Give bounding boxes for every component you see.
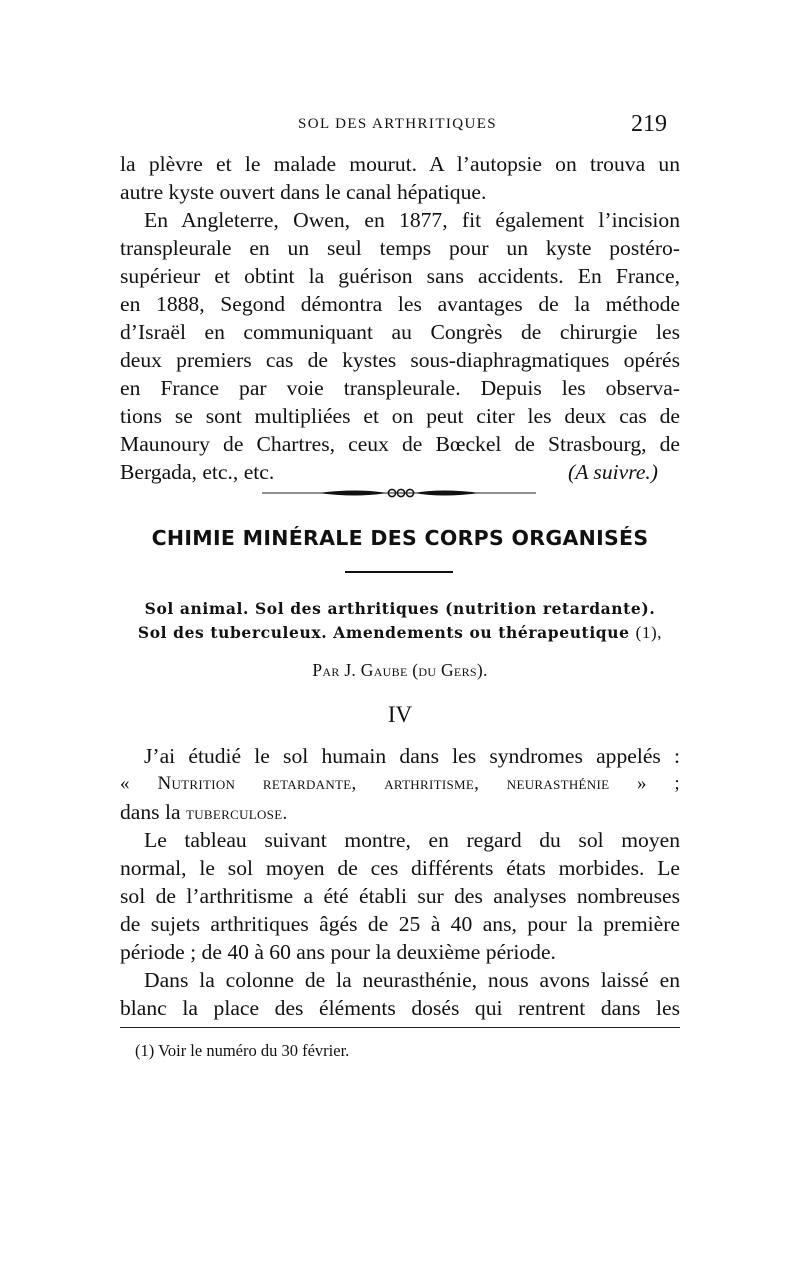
text-line: transpleurale en un seul temps pour un kyste postéro- [120,236,680,260]
running-head-title: SOL DES ARTHRITIQUES [298,116,498,132]
section-numeral: IV [387,702,413,727]
continued-note: (A suivre.) [568,460,658,484]
last-line-text: Bergada, etc., etc. [120,460,275,484]
text-line: la plèvre et le malade mourut. A l’autopsie on trouva un [120,152,680,176]
text-line: d’Israël en communiquant au Congrès de chirurgie les [120,320,680,344]
syndrome-term: tuberculose. [185,803,288,824]
syndrome-term: neurasthénie [506,773,610,794]
article-heading: CHIMIE MINÉRALE DES CORPS ORGANISÉS [151,526,649,550]
article-author: Par J. Gaube (du Gers). [312,660,488,680]
text-line: supérieur et obtint la guérison sans accidents. En France, [120,264,680,288]
article-subtitle-text: Sol des tuberculeux. Amendements ou thérapeutique [137,623,630,642]
article-subtitle: Sol animal. Sol des arthritiques (nutrition retardante). [144,599,656,618]
text-line [120,798,680,828]
text-line: Le tableau suivant montre, en regard du sol moyen [144,828,680,852]
heading-rule [345,571,453,573]
text-line: en 1888, Segond démontra les avantages de la méthode [120,292,680,316]
text-line: Dans la colonne de la neurasthénie, nous avons laissé en [144,968,680,992]
syndrome-term: Nutrition retardante, [157,773,357,794]
text-line: en France par voie transpleurale. Depuis les observa- [120,376,680,400]
running-head [0,111,800,138]
text-line: de sujets arthritiques âgés de 25 à 40 ans, pour la première [120,912,680,936]
footnote-reference: (1), [635,623,663,642]
text-line: J’ai étudié le sol humain dans les syndromes appelés : [144,744,680,768]
ornamental-divider [262,486,536,500]
text-line: autre kyste ouvert dans le canal hépatique. [120,180,487,204]
syndrome-term: arthritisme, [384,773,480,794]
footnote: (1) Voir le numéro du 30 février. [135,1041,350,1060]
text-line: En Angleterre, Owen, en 1877, fit également l’incision [144,208,680,232]
guillemet-open: « [120,773,130,794]
text-line: Maunoury de Chartres, ceux de Bœckel de Strasbourg, de [120,432,680,456]
text-line: blanc la place des éléments dosés qui rentrent dans les [120,996,680,1020]
guillemet-close: » ; [636,773,680,794]
footnote-rule [120,1027,680,1028]
text-fragment: dans la [120,800,181,824]
article-subtitle [0,623,800,643]
text-line: période ; de 40 à 60 ans pour la deuxième période. [120,940,556,964]
text-line: deux premiers cas de kystes sous-diaphragmatiques opérés [120,348,680,372]
text-line: sol de l’arthritisme a été établi sur des analyses nombreuses [120,884,680,908]
text-line: tions se sont multipliées et on peut citer les deux cas de [120,404,680,428]
text-line [120,770,680,798]
text-line [120,458,680,486]
page-number: 219 [631,111,667,137]
text-line: normal, le sol moyen de ces différents états morbides. Le [120,856,680,880]
